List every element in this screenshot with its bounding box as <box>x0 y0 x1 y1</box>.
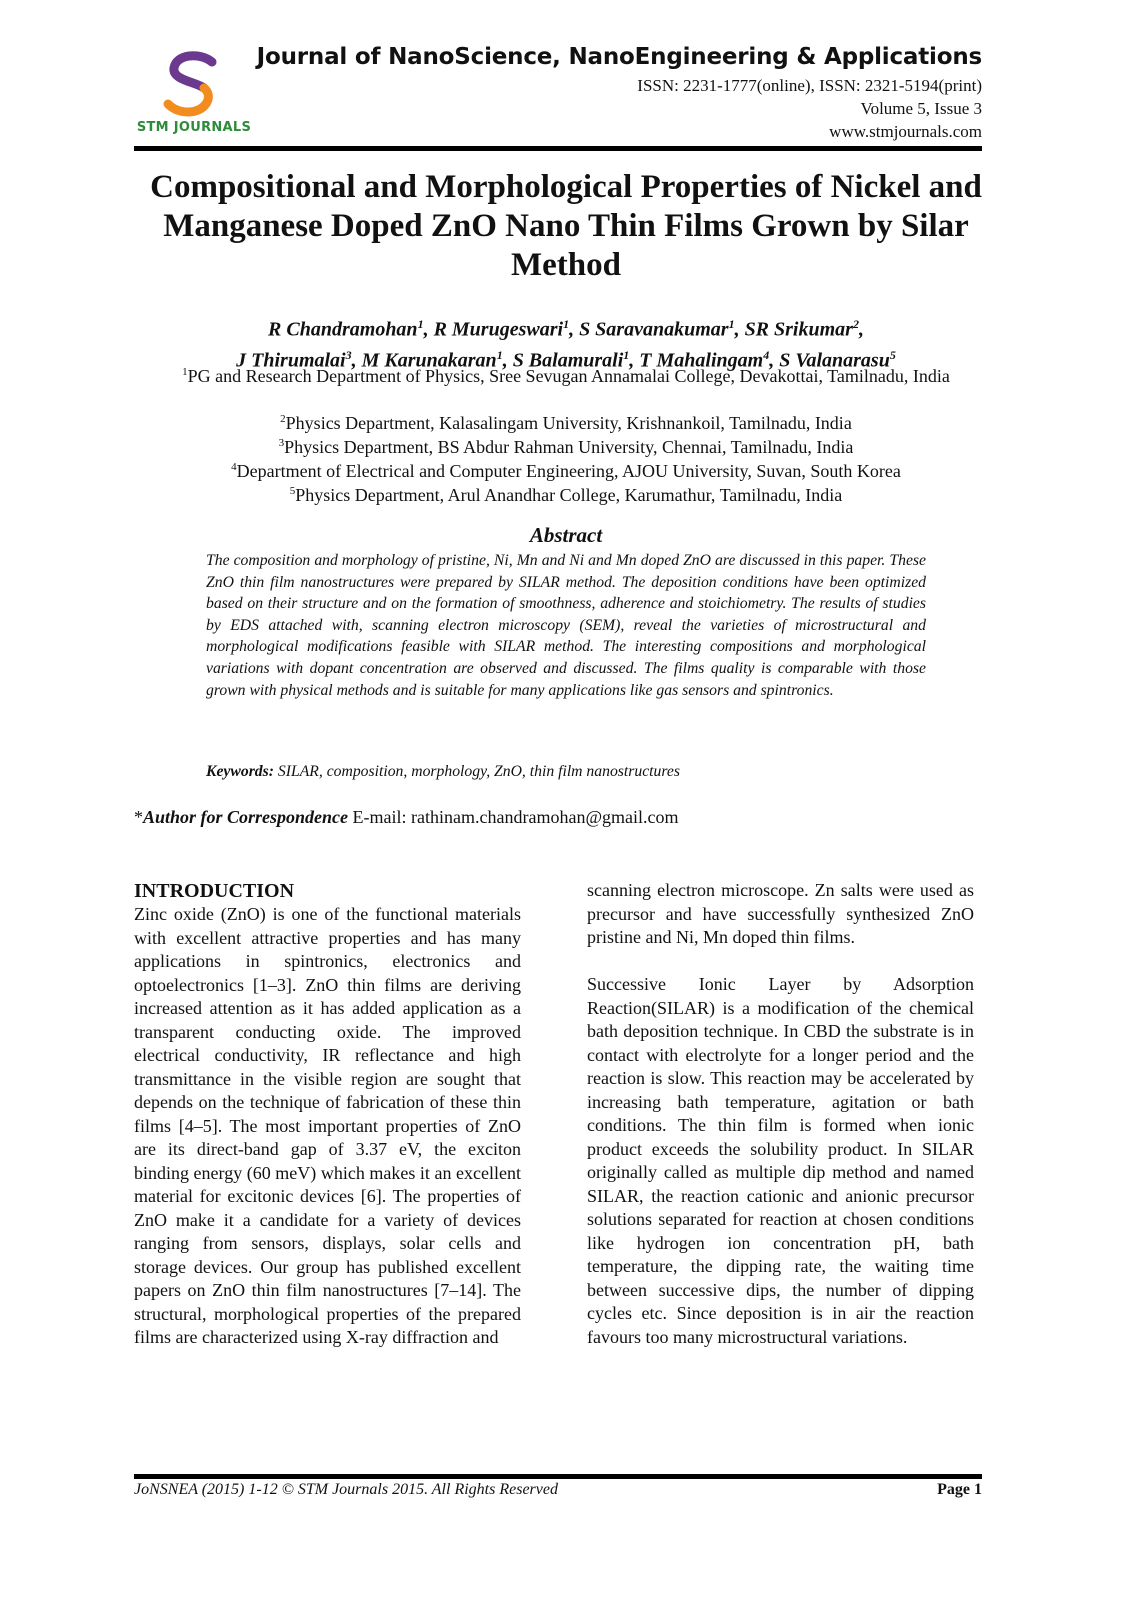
affiliation-1 <box>140 360 992 388</box>
correspondence-asterisk: * <box>134 807 143 827</box>
column-right <box>587 879 974 1349</box>
author-affil-sup: 4 <box>763 347 770 362</box>
abstract-heading: Abstract <box>529 523 603 547</box>
page-number: Page 1 <box>937 1481 982 1498</box>
author-separator: , <box>769 349 780 372</box>
author-affil-sup: 5 <box>889 347 896 362</box>
affiliation-sup: 1 <box>182 366 188 378</box>
footer-rule <box>134 1474 982 1479</box>
author-affil-sup: 2 <box>852 317 859 331</box>
stm-s-logo-icon <box>134 50 254 120</box>
author-name: S Saravanakumar <box>579 318 729 341</box>
author-affil-sup: 1 <box>728 317 735 331</box>
author-name: R Chandramohan <box>268 318 418 341</box>
correspondence-email[interactable]: E-mail: rathinam.chandramohan@gmail.com <box>352 807 679 827</box>
author-separator: , <box>629 349 640 372</box>
keywords-label: Keywords: <box>206 763 274 780</box>
author-affil-sup: 1 <box>623 347 630 362</box>
affiliation-text: Physics Department, Kalasalingam University, Krishnankoil, Tamilnadu, India <box>285 413 852 433</box>
affiliation-sup: 5 <box>289 485 296 497</box>
author-name: S Valanarasu <box>779 349 890 372</box>
introduction-paragraph-1-continued: scanning electron microscope. Zn salts were used as precursor and have successfully synthesized ZnO pristine and Ni, Mn doped thin films. <box>587 880 974 947</box>
author-separator: , <box>502 349 513 372</box>
affiliation-sup: 4 <box>231 461 237 473</box>
section-heading-introduction: INTRODUCTION <box>134 880 295 902</box>
author-separator: , <box>858 318 864 341</box>
logo-text: STM JOURNALS <box>136 120 252 135</box>
journal-title: Journal of NanoScience, NanoEngineering & Applications <box>256 44 982 70</box>
introduction-paragraph-2: Successive Ionic Layer by Adsorption Reaction(SILAR) is a modification of the chemical bath deposition technique. In CBD the substrate is in contact with electrolyte for a longer period and the reaction is slow. This reaction may be accelerated by increasing bath temperature, agitation or bath conditions. The thin film is formed when ionic product exceeds the solubility product. In SILAR originally called as multiple dip method and named SILAR, the reaction cationic and anionic precursor solutions separated for reaction at chosen conditions like hydrogen ion concentration pH, bath temperature, the dipping rate, the waiting time between successive dips, the number of dipping cycles etc. Since deposition is in air the reaction favours too many microstructural variations. <box>587 974 974 1347</box>
author-name: J Thirumalai <box>236 349 346 372</box>
stm-journals-logo <box>134 50 254 142</box>
introduction-paragraph-1: Zinc oxide (ZnO) is one of the functional materials with excellent attractive properties and has many applications in spintronics, electronics and optoelectronics [1–3]. ZnO thin films are deriving increased attention as it has added application as a transparent conducting oxide. The improved electrical conductivity, IR reflectance and high transmittance in the visible region are sought that depends on the technique of fabrication of these thin films [4–5]. The most important properties of ZnO are its direct-band gap of 3.37 eV, the exciton binding energy (60 meV) which makes it an excellent material for excitonic devices [6]. The properties of ZnO make it a candidate for a variety of devices ranging from sensors, displays, solar cells and storage devices. Our group has published excellent papers on ZnO thin film nanostructures [7–14]. The structural, morphological properties of the prepared films are characterized using X-ray diffraction and <box>134 904 521 1347</box>
keywords <box>206 763 680 781</box>
correspondence <box>134 807 679 828</box>
affiliation-5 <box>140 479 992 507</box>
journal-website[interactable]: www.stmjournals.com <box>829 122 982 141</box>
author-name: S Balamurali <box>512 349 624 372</box>
column-left <box>134 879 521 1350</box>
author-affil-sup: 1 <box>563 317 570 331</box>
issn: ISSN: 2231-1777(online), ISSN: 2321-5194(print) <box>637 76 982 95</box>
author-name: SR Srikumar <box>744 318 853 341</box>
author-name: M Karunakaran <box>361 349 497 372</box>
author-affil-sup: 3 <box>345 347 352 362</box>
paper-title: Compositional and Morphological Properties of Nickel and Manganese Doped ZnO Nano Thin Films Grown by Silar Method <box>150 169 982 283</box>
affiliation-sup: 3 <box>278 437 285 449</box>
author-separator: , <box>569 318 580 341</box>
footer-copyright: JoNSNEA (2015) 1-12 © STM Journals 2015. All Rights Reserved <box>134 1481 558 1498</box>
author-affil-sup: 1 <box>496 347 503 362</box>
author-name: T Mahalingam <box>639 349 764 372</box>
keywords-text: SILAR, composition, morphology, ZnO, thin film nanostructures <box>277 763 680 780</box>
affiliation-text: Department of Electrical and Computer Engineering, AJOU University, Suvan, South Korea <box>236 461 901 481</box>
affiliation-text: Physics Department, Arul Anandhar College, Karumathur, Tamilnadu, India <box>295 485 843 505</box>
author-name: R Murugeswari <box>433 318 564 341</box>
author-affil-sup: 1 <box>417 317 424 331</box>
affiliation-text: PG and Research Department of Physics, Sree Sevugan Annamalai College, Devakottai, Tamilnadu, India <box>187 366 950 386</box>
abstract-text: The composition and morphology of pristine, Ni, Mn and Ni and Mn doped ZnO are discussed in this paper. These ZnO thin film nanostructures were prepared by SILAR method. The deposition conditions have been optimized based on their structure and on the formation of smoothness, adherence and stoichiometry. The results of studies by EDS attached with, scanning electron microscopy (SEM), reveal the varieties of microstructural and morphological modifications feasible with SILAR method. The interesting compositions and morphological variations with dopant concentration are observed and discussed. The films quality is comparable with those grown with physical methods and is suitable for many applications like gas sensors and spintronics. <box>206 552 926 699</box>
header-rule <box>134 146 982 151</box>
affiliation-text: Physics Department, BS Abdur Rahman University, Chennai, Tamilnadu, India <box>284 437 854 457</box>
author-separator: , <box>423 318 434 341</box>
author-separator: , <box>351 349 362 372</box>
correspondence-label: Author for Correspondence <box>143 807 349 827</box>
volume-issue: Volume 5, Issue 3 <box>860 99 982 118</box>
affiliation-sup: 2 <box>280 413 286 425</box>
author-separator: , <box>734 318 745 341</box>
